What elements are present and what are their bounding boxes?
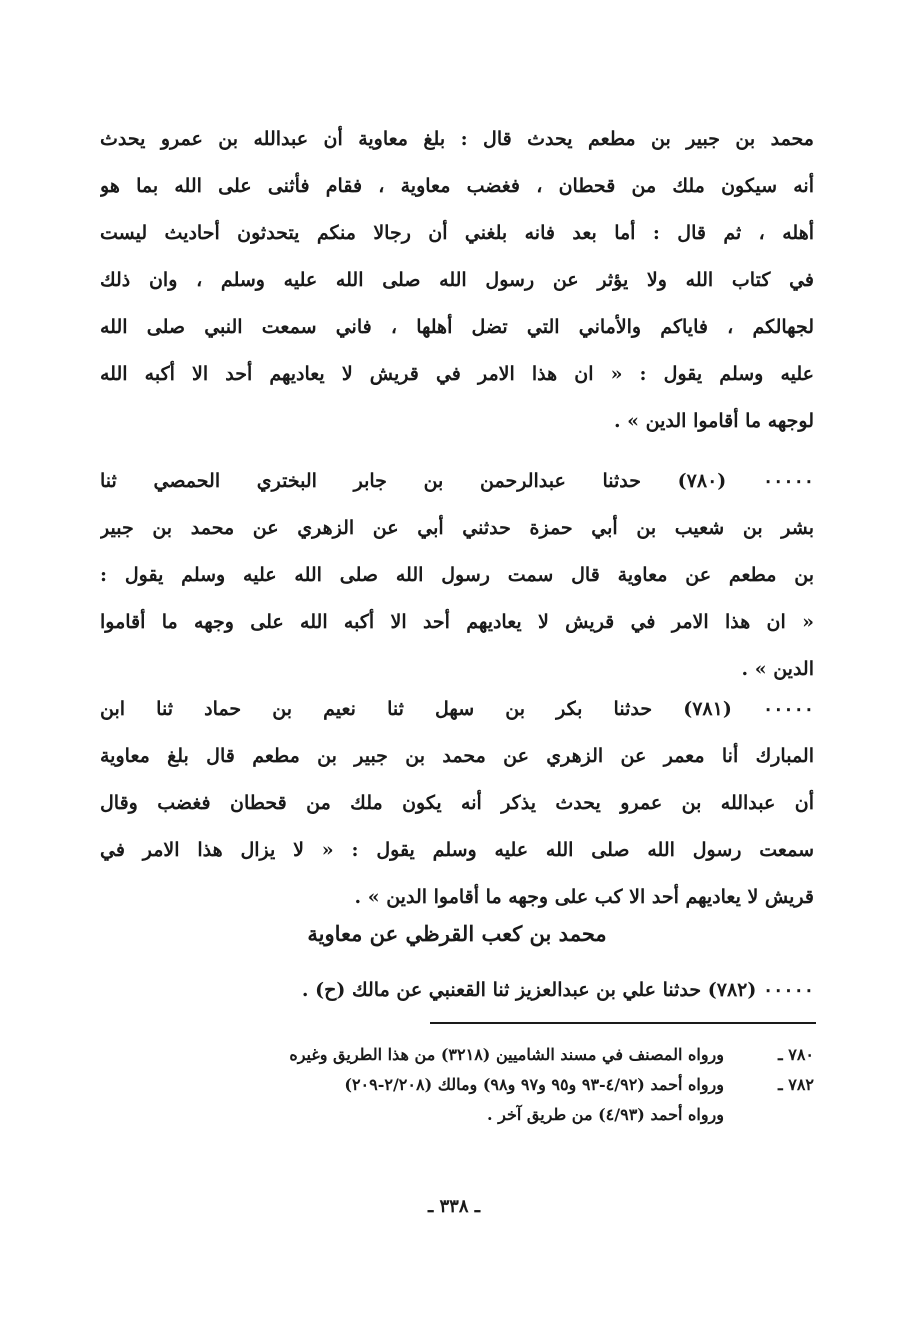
text-line: الدين » .	[741, 658, 814, 680]
footnote-item	[100, 1040, 814, 1070]
paragraph-hadith-780	[100, 458, 814, 693]
footnote-item	[100, 1100, 814, 1130]
paragraph-hadith-782: ٠٠٠٠٠ (٧٨٢) حدثنا علي بن عبدالعزيز ثنا القعنبي عن مالك (ح) .	[301, 979, 814, 1001]
text-line: عليه وسلم يقول : « ان هذا الامر في قريش لا يعاديهم أحد الا أكبه الله	[100, 363, 814, 385]
text-line: « ان هذا الامر في قريش لا يعاديهم أحد الا أكبه الله على وجهه ما أقاموا	[100, 611, 814, 633]
footnote-number	[724, 1100, 814, 1130]
text-line: بن مطعم عن معاوية قال سمت رسول الله صلى الله عليه وسلم يقول :	[100, 564, 814, 586]
text-line: أن عبدالله بن عمرو يحدث يذكر أنه يكون ملك من قحطان فغضب وقال	[100, 792, 814, 814]
text-line: أنه سيكون ملك من قحطان ، فغضب معاوية ، فقام فأثنى على الله بما هو	[100, 175, 814, 197]
text-line: أهله ، ثم قال : أما بعد فانه بلغني أن رجالا منكم يتحدثون أحاديث ليست	[100, 222, 814, 244]
footnote-text: ورواه أحمد (٤/٩٣) من طريق آخر .	[486, 1105, 724, 1124]
text-line: بشر بن شعيب بن أبي حمزة حدثني أبي عن الزهري عن محمد بن جبير	[100, 517, 814, 539]
paragraph-hadith-781	[100, 686, 814, 921]
text-line: سمعت رسول الله صلى الله عليه وسلم يقول : « لا يزال هذا الامر في	[100, 839, 814, 861]
footnote-divider	[430, 1022, 816, 1024]
footnote-number: ٧٨٠ ـ	[777, 1045, 814, 1064]
text-line: لجهالكم ، فاياكم والأماني التي تضل أهلها ، فاني سمعت النبي صلى الله	[100, 316, 814, 338]
section-heading: محمد بن كعب القرظي عن معاوية	[307, 921, 607, 946]
footnote-item	[100, 1070, 814, 1100]
paragraph-hadith-intro	[100, 116, 814, 445]
text-line: محمد بن جبير بن مطعم يحدث قال : بلغ معاوية أن عبدالله بن عمرو يحدث	[100, 128, 814, 150]
text-line: قريش لا يعاديهم أحد الا كب على وجهه ما أقاموا الدين » .	[354, 886, 814, 908]
text-line: المبارك أنا معمر عن الزهري عن محمد بن جبير بن مطعم قال بلغ معاوية	[100, 745, 814, 767]
footnotes	[100, 1040, 814, 1130]
text-line: لوجهه ما أقاموا الدين » .	[613, 410, 814, 432]
footnote-text: ورواه المصنف في مسند الشاميين (٣٢١٨) من هذا الطريق وغيره	[289, 1045, 724, 1064]
text-line: ٠٠٠٠٠ (٧٨٠) حدثنا عبدالرحمن بن جابر البختري الحمصي ثنا	[100, 470, 814, 492]
footnote-text: ورواه أحمد (٤/٩٢-٩٣ و٩٥ و٩٧ و٩٨) ومالك (٢/٢٠٨-٢٠٩)	[344, 1075, 724, 1094]
text-line: ٠٠٠٠٠ (٧٨١) حدثنا بكر بن سهل ثنا نعيم بن حماد ثنا ابن	[100, 698, 814, 720]
footnote-number: ٧٨٢ ـ	[777, 1075, 814, 1094]
page-number: ـ ٣٣٨ ـ	[427, 1196, 481, 1217]
text-line: في كتاب الله ولا يؤثر عن رسول الله صلى الله عليه وسلم ، وان ذلك	[100, 269, 814, 291]
